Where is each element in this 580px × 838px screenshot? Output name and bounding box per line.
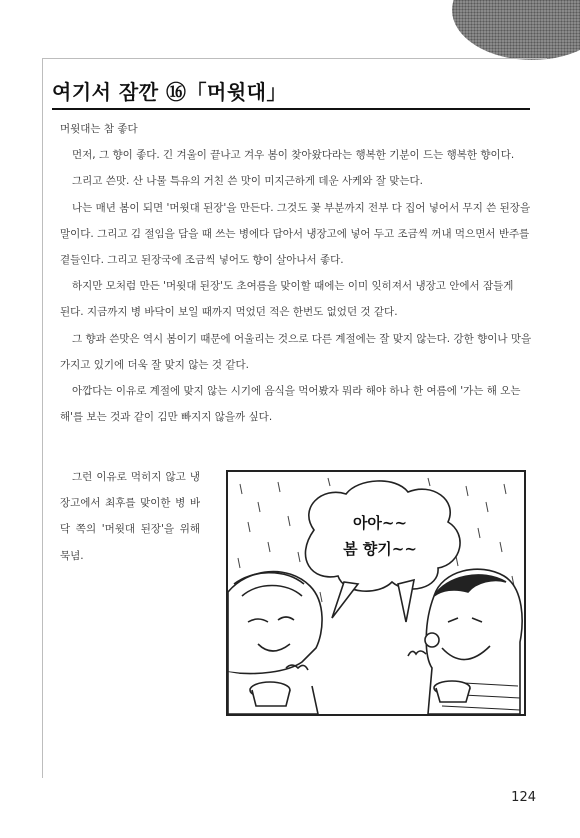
- paragraph: 아깝다는 이유로 계절에 맞지 않는 시기에 음식을 먹어봤자 뭐라 해야 하나 한 여름에 '가는 해 오는 해'를 보는 것과 같이 김만 빠지지 않을까 싶다.: [60, 385, 521, 424]
- comic-panel: [226, 470, 526, 716]
- bubble-line-2: 봄 향기~~: [343, 540, 417, 558]
- title-underline: [52, 108, 530, 110]
- paragraph: 그리고 쓴맛. 산 나물 특유의 거친 쓴 맛이 미지근하게 데운 사케와 잘 맞는다.: [72, 175, 424, 188]
- left-character: [228, 572, 322, 714]
- side-text: [60, 464, 200, 569]
- paragraph: 먼저, 그 향이 좋다. 긴 겨울이 끝나고 겨우 봄이 찾아왔다라는 행복한 기분이 드는 행복한 향이다.: [72, 149, 515, 162]
- section-title: 여기서 잠깐 ⑯「머윗대」: [52, 80, 287, 104]
- page-frame-top-rule: [42, 58, 547, 59]
- page-number: 124: [511, 790, 536, 805]
- paragraph: 하지만 모처럼 만든 '머윗대 된장'도 초여름을 맞이할 때에는 이미 잊히져서 냉장고 안에서 잠들게 된다. 지금까지 병 바닥이 보일 때까지 먹었던 적은 한번도 없었던 것 같다.: [60, 280, 514, 319]
- body-text: [60, 116, 538, 430]
- paragraph: 그런 이유로 먹히지 않고 냉장고에서 최후를 맞이한 병 바닥 쪽의 '머윗대 된장'을 위해 묵념.: [60, 471, 200, 562]
- corner-decoration: [452, 0, 580, 60]
- bubble-line-1: 아아~~: [352, 514, 408, 532]
- paragraph: 나는 매년 봄이 되면 '머윗대 된장'을 만든다. 그것도 꽃 부분까지 전부 다 집어 넣어서 무지 쓴 된장을 말이다. 그리고 김 절임을 담을 때 쓰는 병에다 담아서 냉장고에 넣어 두고 조금씩 꺼내 먹으면서 반주를 곁들인다. 그리고 된장국에 조금씩 넣어도 향이 살아나서 좋다.: [60, 201, 531, 267]
- right-character: [408, 569, 522, 714]
- paragraph: 그 향과 쓴맛은 역시 봄이기 때문에 어울리는 것으로 다른 계절에는 잘 맞지 않는다. 강한 향이나 맛을 가지고 있기에 더욱 잘 맞지 않는 것 같다.: [60, 332, 532, 371]
- comic-illustration: [228, 472, 524, 714]
- paragraph: 머윗대는 참 좋다: [60, 123, 138, 135]
